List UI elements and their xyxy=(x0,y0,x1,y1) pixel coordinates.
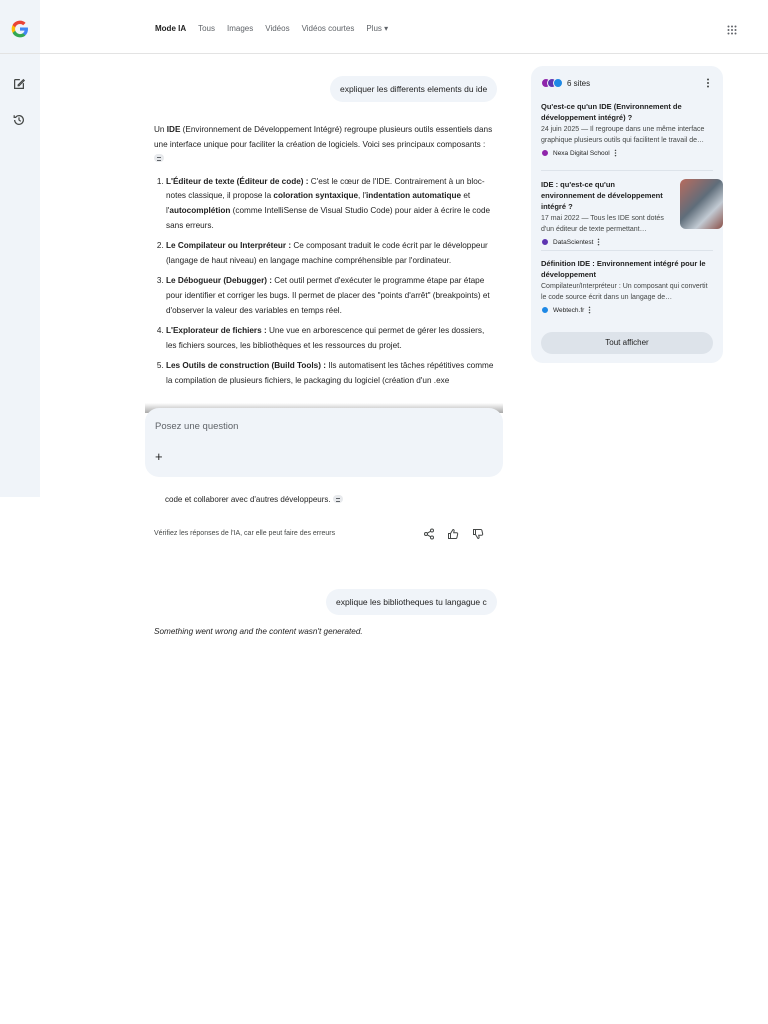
list-item: 1. L'Éditeur de texte (Éditeur de code) : C'est le cœur de l'IDE. Contrairement à un bloc-notes classique, il propose la coloration syntaxique, l'indentation automatique et l'autocomplétion (comme IntelliSense de Visual Studio Code) pour aider à écrire le code sans erreurs. xyxy=(166,175,494,233)
answer-intro: Un IDE (Environnement de Développement Intégré) regroupe plusieurs outils essentiels dans une interface unique pour faciliter la création de logiciels. Voici ses principaux composants : xyxy=(154,123,494,167)
tab-mode-ia[interactable]: Mode IA xyxy=(155,24,187,33)
list-item: 4. L'Explorateur de fichiers : Une vue en arborescence qui permet de gérer les dossiers, les fichiers sources, les bibliothèques et les ressources du projet. xyxy=(166,324,494,353)
more-options-icon[interactable] xyxy=(588,306,591,314)
ai-disclaimer: Vérifiez les réponses de l'IA, car elle peut faire des erreurs xyxy=(154,530,336,537)
site-favicon-icon xyxy=(553,78,563,88)
more-options-icon[interactable] xyxy=(706,78,710,88)
tab-videos[interactable]: Vidéos xyxy=(265,24,290,33)
share-icon[interactable] xyxy=(423,528,435,540)
more-options-icon[interactable] xyxy=(614,149,617,157)
error-message: Something went wrong and the content wasn't generated. xyxy=(154,627,363,636)
user-message-bubble: expliquer les differents elements du ide xyxy=(330,76,497,102)
source-snippet: 24 juin 2025 — Il regroupe dans une même interface graphique plusieurs outils qui facilitent le travail de… xyxy=(541,126,705,144)
source-snippet: Compilateur/Interpréteur : Un composant qui convertit le code source écrit dans un langage de… xyxy=(541,283,708,301)
apps-grid-icon[interactable] xyxy=(727,25,737,35)
search-mode-tabs xyxy=(155,24,400,33)
site-favicon-icon xyxy=(541,149,549,157)
source-site-name: DataScientest xyxy=(553,238,594,246)
history-icon[interactable] xyxy=(12,113,26,127)
components-list xyxy=(154,175,494,389)
source-card[interactable] xyxy=(541,179,713,246)
source-card[interactable] xyxy=(541,258,713,314)
source-title[interactable]: Qu'est-ce qu'un IDE (Environnement de développement intégré) ? xyxy=(541,102,682,122)
tab-images[interactable]: Images xyxy=(227,24,254,33)
source-site-name: Nexa Digital School xyxy=(553,149,610,157)
more-options-icon[interactable] xyxy=(597,238,600,246)
tab-plus[interactable]: Plus ▾ xyxy=(366,24,389,33)
sources-header[interactable] xyxy=(541,76,590,90)
question-input-box[interactable] xyxy=(145,408,503,477)
tab-videos-courtes[interactable]: Vidéos courtes xyxy=(301,24,355,33)
divider xyxy=(541,170,713,171)
list-item: 2. Le Compilateur ou Interpréteur : Ce composant traduit le code écrit par le développeur (langage de haut niveau) en langage machine compréhensible par l'ordinateur. xyxy=(166,239,494,268)
site-favicon-icon xyxy=(541,306,549,314)
answer-tail: code et collaborer avec d'autres développeurs. xyxy=(165,495,343,504)
sources-panel xyxy=(531,66,723,363)
source-site xyxy=(541,238,669,246)
source-site-name: Webtech.fr xyxy=(553,306,585,314)
show-all-button[interactable]: Tout afficher xyxy=(541,332,713,354)
link-icon[interactable] xyxy=(333,495,343,503)
list-item: 3. Le Débogueur (Debugger) : Cet outil permet d'exécuter le programme étape par étape pour identifier et corriger les bugs. Il permet de placer des "points d'arrêt" (breakpoints) et d'observer la valeur des variables en temps réel. xyxy=(166,274,494,318)
source-title[interactable]: IDE : qu'est-ce qu'un environnement de développement intégré ? xyxy=(541,180,663,211)
source-site xyxy=(541,306,713,314)
new-chat-icon[interactable] xyxy=(12,77,26,91)
add-attachment-button[interactable]: + xyxy=(155,449,163,464)
ai-answer xyxy=(154,123,494,395)
thumbs-down-icon[interactable] xyxy=(472,528,484,540)
tab-tous[interactable]: Tous xyxy=(198,24,216,33)
source-snippet: 17 mai 2022 — Tous les IDE sont dotés d'un éditeur de texte permettant… xyxy=(541,215,664,233)
link-icon[interactable] xyxy=(154,154,164,162)
source-title[interactable]: Définition IDE : Environnement intégré pour le développement xyxy=(541,259,706,279)
question-input-placeholder[interactable]: Posez une question xyxy=(155,421,239,432)
thumbs-up-icon[interactable] xyxy=(447,528,459,540)
sources-count: 6 sites xyxy=(567,78,591,88)
source-site xyxy=(541,149,713,157)
left-rail xyxy=(0,0,40,497)
user-message-bubble: explique les bibliotheques tu langague c xyxy=(326,589,497,615)
source-card[interactable] xyxy=(541,101,713,157)
source-thumbnail[interactable] xyxy=(680,179,723,229)
divider xyxy=(541,250,713,251)
list-item: 5. Les Outils de construction (Build Tools) : Ils automatisent les tâches répétitives comme la compilation de plusieurs fichiers, le packaging du logiciel (création d'un .exe xyxy=(166,359,494,388)
site-favicon-icon xyxy=(541,238,549,246)
